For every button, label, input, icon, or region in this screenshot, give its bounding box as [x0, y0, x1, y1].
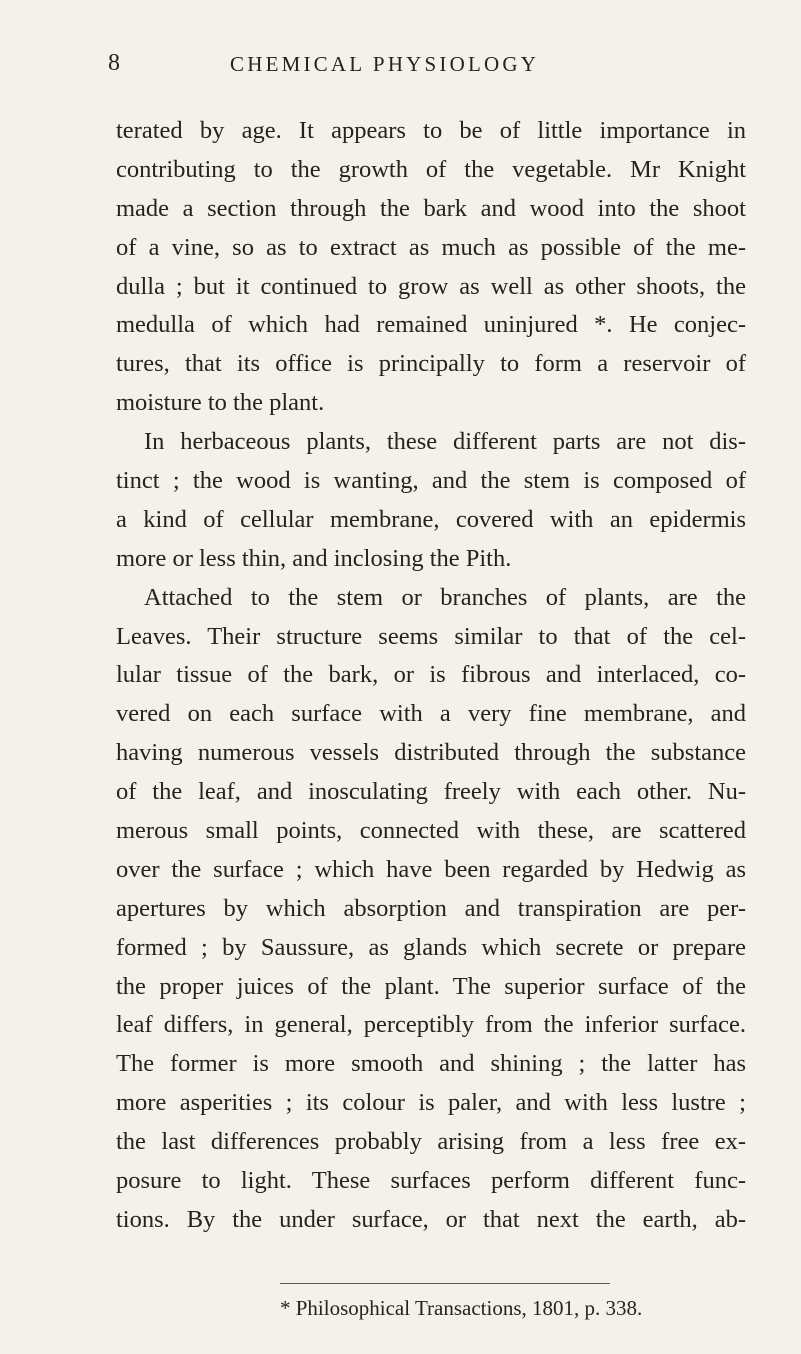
- text-line: a kind of cellular membrane, covered with an epidermis: [116, 505, 746, 533]
- footnote-rule: [280, 1283, 610, 1284]
- text-line: posure to light. These surfaces perform different func-: [116, 1167, 746, 1195]
- text-line: the proper juices of the plant. The superior surface of the: [116, 972, 746, 1000]
- text-line: made a section through the bark and wood into the shoot: [116, 194, 746, 222]
- text-line: having numerous vessels distributed through the substance: [116, 739, 746, 767]
- text-line: apertures by which absorption and transpiration are per-: [116, 894, 746, 922]
- text-line: formed ; by Saussure, as glands which secrete or prepare: [116, 933, 746, 961]
- text-line: contributing to the growth of the vegetable. Mr Knight: [116, 155, 746, 183]
- text-line: of a vine, so as to extract as much as possible of the me-: [116, 233, 746, 261]
- text-line: terated by age. It appears to be of little importance in: [116, 117, 746, 144]
- running-head: CHEMICAL PHYSIOLOGY: [230, 52, 540, 76]
- text-line: more or less thin, and inclosing the Pith.: [116, 544, 512, 572]
- footnote: * Philosophical Transactions, 1801, p. 338.: [280, 1296, 643, 1320]
- text-line: more asperities ; its colour is paler, and with less lustre ;: [116, 1089, 746, 1117]
- text-line: tinct ; the wood is wanting, and the stem is composed of: [116, 467, 746, 495]
- page-number: 8: [108, 50, 121, 76]
- text-line: The former is more smooth and shining ; the latter has: [116, 1050, 746, 1078]
- text-line: Attached to the stem or branches of plants, are the: [144, 583, 746, 611]
- text-line: over the surface ; which have been regarded by Hedwig as: [116, 855, 746, 883]
- page-header: [0, 50, 801, 90]
- body-text: [116, 112, 746, 1240]
- text-line: Leaves. Their structure seems similar to that of the cel-: [116, 622, 746, 650]
- text-line: leaf differs, in general, perceptibly from the inferior surface.: [116, 1011, 746, 1039]
- text-line: the last differences probably arising from a less free ex-: [116, 1128, 746, 1156]
- text-line: vered on each surface with a very fine membrane, and: [116, 700, 746, 728]
- text-line: In herbaceous plants, these different parts are not dis-: [144, 428, 746, 456]
- text-line: medulla of which had remained uninjured *. He conjec-: [116, 311, 746, 339]
- text-line: dulla ; but it continued to grow as well as other shoots, the: [116, 272, 746, 300]
- text-line: of the leaf, and inosculating freely with each other. Nu-: [116, 778, 746, 806]
- text-line: tures, that its office is principally to form a reservoir of: [116, 350, 746, 378]
- text-line: merous small points, connected with these, are scattered: [116, 817, 746, 845]
- text-line: moisture to the plant.: [116, 389, 325, 417]
- text-line: lular tissue of the bark, or is fibrous and interlaced, co-: [116, 661, 746, 689]
- text-line: tions. By the under surface, or that next the earth, ab-: [116, 1205, 746, 1233]
